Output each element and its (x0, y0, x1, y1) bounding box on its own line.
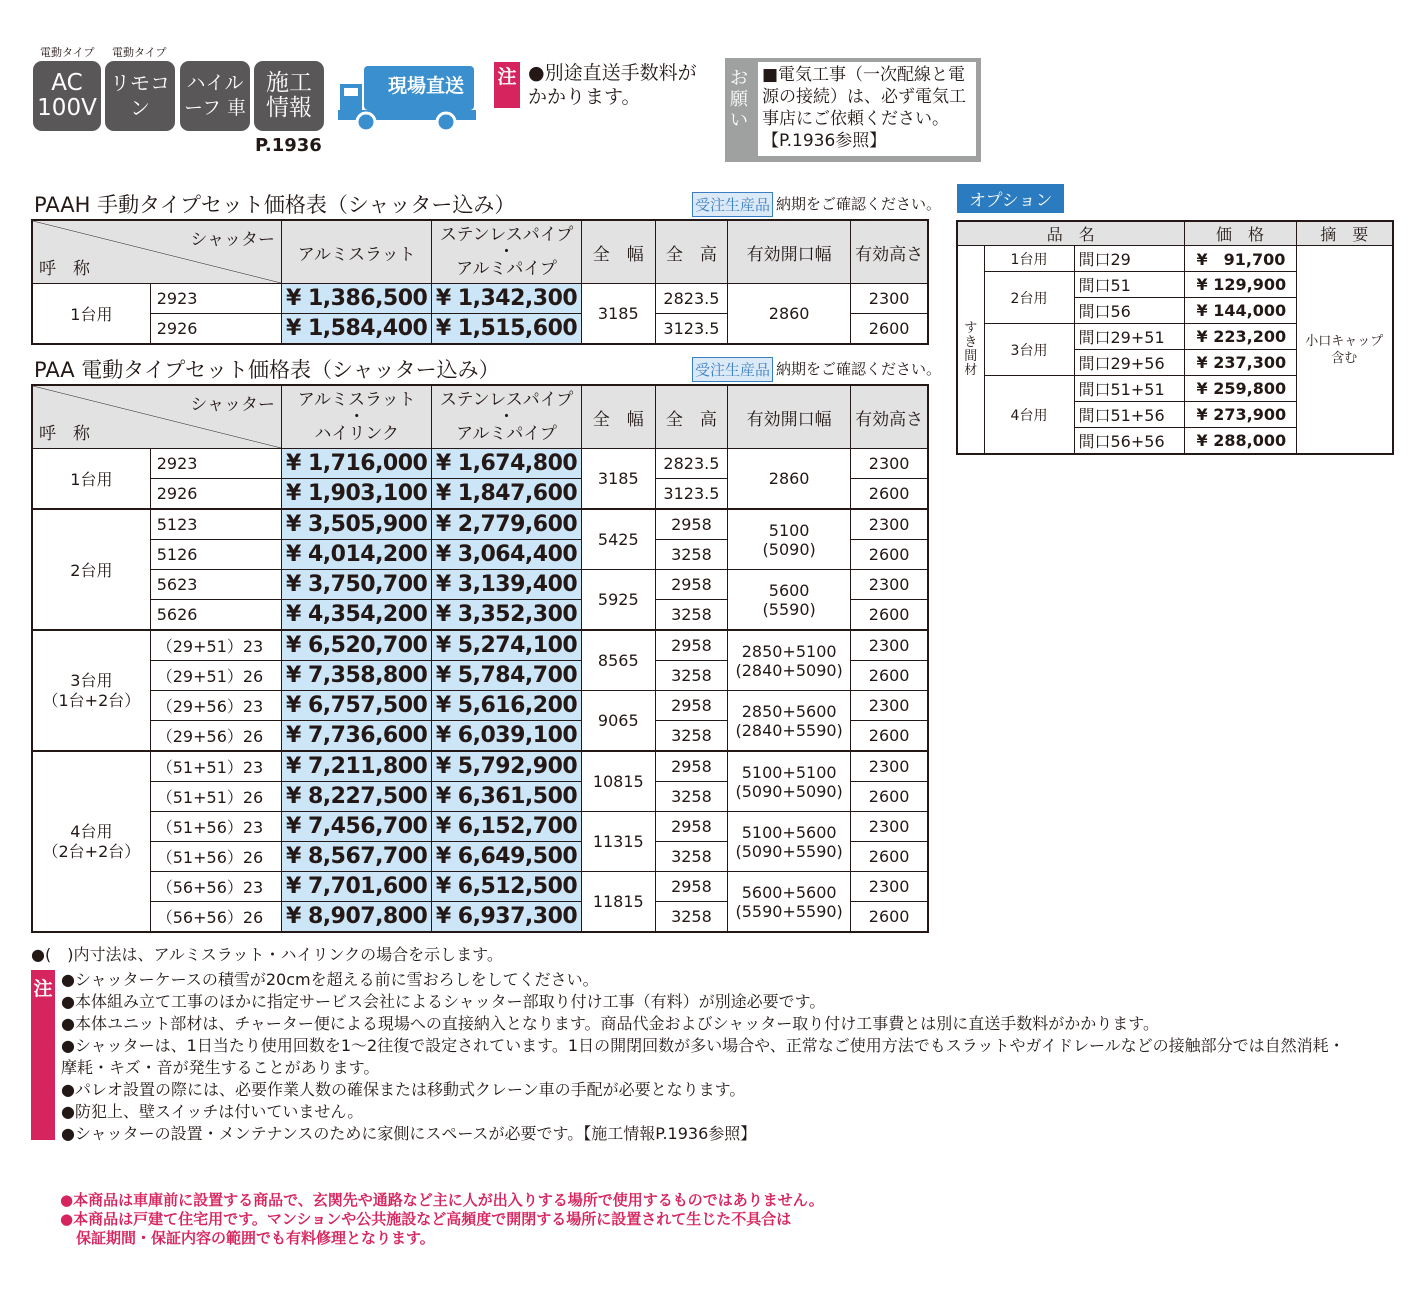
paah-h-shutter: シャッター (190, 230, 276, 250)
paa-h-alumi: アルミスラット ・ ハイリンク (282, 385, 432, 449)
option-table (956, 220, 1394, 455)
price-alumi: ¥ 1,584,400 (282, 314, 432, 345)
opening-cell: 2850+5600 (2840+5590) (728, 691, 851, 752)
paa-h-yobi: 呼 称 (39, 424, 90, 444)
eff-height-cell: 2600 (851, 540, 928, 570)
option-item: 間口29+51 (1074, 324, 1184, 350)
price-stainless: ¥ 6,649,500 (432, 842, 581, 872)
paah-price-table (31, 219, 929, 345)
eff-height-cell: 2300 (851, 751, 928, 782)
price-stainless: ¥ 5,784,700 (432, 661, 581, 691)
paa-h-shutter: シャッター (190, 395, 276, 415)
eff-height-cell: 2300 (851, 872, 928, 902)
price-alumi: ¥ 8,907,800 (282, 902, 432, 933)
option-item: 間口51+56 (1074, 402, 1184, 428)
paa-h-takasa: 有効高さ (851, 385, 928, 449)
size-cell: （29+51）23 (150, 630, 281, 661)
price-stainless: ¥ 6,361,500 (432, 782, 581, 812)
option-price: ¥ 144,000 (1184, 298, 1296, 324)
paa-h-zenkou: 全 高 (655, 385, 727, 449)
height-cell: 3123.5 (655, 314, 727, 345)
paa-h-zenpuku: 全 幅 (581, 385, 655, 449)
size-cell: 2926 (150, 479, 281, 510)
option-group: 3台用 (984, 324, 1074, 376)
table-row (32, 751, 928, 782)
height-cell: 2958 (655, 570, 727, 600)
eff-height-cell: 2600 (851, 314, 928, 345)
option-group: 4台用 (984, 376, 1074, 455)
price-alumi: ¥ 6,757,500 (282, 691, 432, 721)
option-item: 間口56 (1074, 298, 1184, 324)
price-alumi: ¥ 7,456,700 (282, 812, 432, 842)
price-stainless: ¥ 1,674,800 (432, 449, 581, 479)
price-alumi: ¥ 1,903,100 (282, 479, 432, 510)
option-price: ¥ 259,800 (1184, 376, 1296, 402)
paa-h-kaikou: 有効開口幅 (728, 385, 851, 449)
price-alumi: ¥ 4,014,200 (282, 540, 432, 570)
price-alumi: ¥ 4,354,200 (282, 600, 432, 631)
paa-h-stainless: ステンレスパイプ ・ アルミパイプ (432, 385, 581, 449)
eff-height-cell: 2600 (851, 600, 928, 631)
option-h-memo: 摘 要 (1296, 221, 1393, 246)
width-cell: 3185 (581, 449, 655, 510)
option-price: ¥ 237,300 (1184, 350, 1296, 376)
opening-cell: 5600 (5590) (728, 570, 851, 631)
width-cell: 11315 (581, 812, 655, 872)
size-cell: （51+51）26 (150, 782, 281, 812)
warning-item: ●本商品は戸建て住宅用です。マンションや公共施設など高頻度で開閉する場所に設置されて生じた不具合は (60, 1210, 792, 1228)
height-cell: 2958 (655, 509, 727, 540)
size-cell: （51+51）23 (150, 751, 281, 782)
width-cell: 11815 (581, 872, 655, 933)
price-stainless: ¥ 6,937,300 (432, 902, 581, 933)
table-row (32, 284, 928, 314)
warning-item: ●本商品は車庫前に設置する商品で、玄関先や通路など主に人が出入りする場所で使用するものではありません。 (60, 1191, 824, 1209)
option-item: 間口51+51 (1074, 376, 1184, 402)
paa-price-table (31, 384, 929, 933)
price-alumi: ¥ 1,716,000 (282, 449, 432, 479)
price-stainless: ¥ 1,342,300 (432, 284, 581, 314)
size-cell: （56+56）26 (150, 902, 281, 933)
eff-height-cell: 2300 (851, 509, 928, 540)
size-cell: （56+56）23 (150, 872, 281, 902)
price-stainless: ¥ 3,352,300 (432, 600, 581, 631)
width-cell: 8565 (581, 630, 655, 691)
option-memo: 小口キャップ 含む (1296, 246, 1393, 455)
height-cell: 3258 (655, 600, 727, 631)
height-cell: 2958 (655, 812, 727, 842)
height-cell: 2958 (655, 691, 727, 721)
height-cell: 2958 (655, 630, 727, 661)
delivery-check-note-2: 納期をご確認ください。 (776, 360, 942, 378)
price-alumi: ¥ 7,358,800 (282, 661, 432, 691)
option-item: 間口56+56 (1074, 428, 1184, 455)
notice-text: ●別途直送手数料が かかります。 (528, 62, 697, 108)
height-cell: 3258 (655, 842, 727, 872)
width-cell: 10815 (581, 751, 655, 812)
paah-h-kaikou: 有効開口幅 (728, 220, 851, 284)
size-cell: （51+56）26 (150, 842, 281, 872)
price-stainless: ¥ 6,152,700 (432, 812, 581, 842)
height-cell: 2958 (655, 751, 727, 782)
height-cell: 3258 (655, 902, 727, 933)
group-4: 4台用 （2台+2台） (32, 751, 150, 932)
table-row (32, 691, 928, 721)
option-group: 1台用 (984, 246, 1074, 272)
option-title: オプション (957, 184, 1064, 213)
eff-height-cell: 2600 (851, 661, 928, 691)
opening-cell: 5100+5100 (5090+5090) (728, 751, 851, 812)
eff-height-cell: 2600 (851, 479, 928, 510)
eff-height-cell: 2600 (851, 842, 928, 872)
width-cell: 3185 (581, 284, 655, 345)
price-stainless: ¥ 5,616,200 (432, 691, 581, 721)
size-cell: 2923 (150, 284, 281, 314)
price-alumi: ¥ 8,567,700 (282, 842, 432, 872)
option-price: ¥ 129,900 (1184, 272, 1296, 298)
size-cell: （51+56）23 (150, 812, 281, 842)
paah-h-alumi: アルミスラット (282, 220, 432, 284)
option-item: 間口29+56 (1074, 350, 1184, 376)
height-cell: 3258 (655, 782, 727, 812)
price-alumi: ¥ 7,211,800 (282, 751, 432, 782)
made-to-order-badge: 受注生産品 (692, 192, 773, 217)
price-stainless: ¥ 6,512,500 (432, 872, 581, 902)
size-cell: 5126 (150, 540, 281, 570)
height-cell: 2958 (655, 872, 727, 902)
warning-list (60, 1191, 824, 1248)
warning-item: 保証期間・保証内容の範囲でも有料修理となります。 (76, 1229, 435, 1247)
price-alumi: ¥ 3,505,900 (282, 509, 432, 540)
size-cell: 5626 (150, 600, 281, 631)
option-price: ¥ 273,900 (1184, 402, 1296, 428)
price-stainless: ¥ 2,779,600 (432, 509, 581, 540)
option-price: ¥ 91,700 (1184, 246, 1296, 272)
onegai-label: お願い (730, 68, 748, 131)
sekou-info-badge: 施工 情報 (254, 61, 324, 131)
note-item: ●本体ユニット部材は、チャーター便による現場への直接納入となります。商品代金およびシャッター取り付け工事費とは別に直送手数料がかかります。 (61, 1014, 1159, 1033)
opening-cell: 5600+5600 (5590+5590) (728, 872, 851, 933)
width-cell: 5925 (581, 570, 655, 631)
eff-height-cell: 2600 (851, 902, 928, 933)
paah-h-stainless: ステンレスパイプ ・ アルミパイプ (432, 220, 581, 284)
table-row (32, 449, 928, 479)
height-cell: 2823.5 (655, 284, 727, 314)
size-cell: 5623 (150, 570, 281, 600)
price-stainless: ¥ 3,064,400 (432, 540, 581, 570)
price-stainless: ¥ 5,274,100 (432, 630, 581, 661)
table-row (32, 570, 928, 600)
notes-list (61, 969, 1411, 1145)
price-stainless: ¥ 1,515,600 (432, 314, 581, 345)
caption-electric-1: 電動タイプ (40, 46, 95, 59)
price-stainless: ¥ 3,139,400 (432, 570, 581, 600)
width-cell: 5425 (581, 509, 655, 570)
width-cell: 9065 (581, 691, 655, 752)
note-item: ●シャッターの設置・メンテナンスのために家側にスペースが必要です。【施工情報P.1936参照】 (61, 1124, 757, 1143)
size-cell: 2926 (150, 314, 281, 345)
made-to-order-badge-2: 受注生産品 (692, 357, 773, 382)
page-ref: P.1936 (255, 135, 322, 156)
opening-cell: 2860 (728, 284, 851, 345)
dimension-footnote: ●( )内寸法は、アルミスラット・ハイリンクの場合を示します。 (31, 945, 503, 964)
option-h-name: 品 名 (957, 221, 1184, 246)
group-2: 2台用 (32, 509, 150, 630)
eff-height-cell: 2600 (851, 782, 928, 812)
eff-height-cell: 2300 (851, 812, 928, 842)
paa-title: PAA 電動タイプセット価格表（シャッター込み） (34, 358, 500, 382)
table-row (957, 246, 1393, 272)
group-1: 1台用 (32, 449, 150, 510)
note-item: ●本体組み立て工事のほかに指定サービス会社によるシャッター部取り付け工事（有料）が別途必要です。 (61, 992, 826, 1011)
opening-cell: 5100 (5090) (728, 509, 851, 570)
notes-mark: 注 (31, 970, 55, 1140)
delivery-check-note: 納期をご確認ください。 (776, 195, 942, 213)
price-alumi: ¥ 1,386,500 (282, 284, 432, 314)
price-stainless: ¥ 5,792,900 (432, 751, 581, 782)
table-row (32, 630, 928, 661)
note-item: 摩耗・キズ・音が発生することがあります。 (61, 1058, 380, 1077)
paah-h-takasa: 有効高さ (851, 220, 928, 284)
size-cell: （29+56）23 (150, 691, 281, 721)
note-item: ●シャッターは、1日当たり使用回数を1～2往復で設定されています。1日の開閉回数が多い場合や、正常なご使用方法でもスラットやガイドレールなどの接触部分では自然消耗・ (61, 1036, 1345, 1055)
price-stainless: ¥ 1,847,600 (432, 479, 581, 510)
option-item: 間口51 (1074, 272, 1184, 298)
height-cell: 3258 (655, 661, 727, 691)
remocon-badge: リモコン (105, 61, 175, 131)
height-cell: 2823.5 (655, 449, 727, 479)
size-cell: （29+56）26 (150, 721, 281, 752)
option-item: 間口29 (1074, 246, 1184, 272)
paah-group: 1台用 (32, 284, 150, 345)
note-item: ●シャッターケースの積雪が20cmを超える前に雪おろしをしてください。 (61, 970, 599, 989)
size-cell: 2923 (150, 449, 281, 479)
price-alumi: ¥ 6,520,700 (282, 630, 432, 661)
eff-height-cell: 2300 (851, 691, 928, 721)
height-cell: 3123.5 (655, 479, 727, 510)
group-3: 3台用 （1台+2台） (32, 630, 150, 751)
option-price: ¥ 288,000 (1184, 428, 1296, 455)
price-alumi: ¥ 7,736,600 (282, 721, 432, 752)
opening-cell: 2850+5100 (2840+5090) (728, 630, 851, 691)
eff-height-cell: 2300 (851, 284, 928, 314)
option-price: ¥ 223,200 (1184, 324, 1296, 350)
opening-cell: 5100+5600 (5090+5590) (728, 812, 851, 872)
note-item: ●防犯上、壁スイッチは付いていません。 (61, 1102, 364, 1121)
notice-mark: 注 (494, 62, 520, 108)
price-alumi: ¥ 7,701,600 (282, 872, 432, 902)
option-side-label: すき間材 (957, 246, 984, 455)
paah-h-zenkou: 全 高 (655, 220, 727, 284)
eff-height-cell: 2300 (851, 449, 928, 479)
size-cell: 5123 (150, 509, 281, 540)
paah-title: PAAH 手動タイプセット価格表（シャッター込み） (34, 193, 516, 217)
price-alumi: ¥ 8,227,500 (282, 782, 432, 812)
size-cell: （29+51）26 (150, 661, 281, 691)
height-cell: 3258 (655, 721, 727, 752)
note-item: ●パレオ設置の際には、必要作業人数の確保または移動式クレーン車の手配が必要となります。 (61, 1080, 746, 1099)
ac100v-badge: AC 100V (33, 61, 101, 131)
direct-delivery-label: 現場直送 (388, 75, 465, 97)
price-stainless: ¥ 6,039,100 (432, 721, 581, 752)
height-cell: 3258 (655, 540, 727, 570)
eff-height-cell: 2300 (851, 630, 928, 661)
table-row (32, 872, 928, 902)
opening-cell: 2860 (728, 449, 851, 510)
caption-electric-2: 電動タイプ (112, 46, 167, 59)
onegai-text: ■電気工事（一次配線と電源の接続）は、必ず電気工事店にご依頼ください。【P.1936参照】 (758, 62, 976, 156)
eff-height-cell: 2600 (851, 721, 928, 752)
paah-h-yobi: 呼 称 (39, 259, 90, 279)
option-group: 2台用 (984, 272, 1074, 324)
highroof-badge: ハイルーフ 車 (180, 61, 250, 131)
option-h-price: 価 格 (1184, 221, 1296, 246)
eff-height-cell: 2300 (851, 570, 928, 600)
paah-h-zenpuku: 全 幅 (581, 220, 655, 284)
table-row (32, 509, 928, 540)
table-row (32, 812, 928, 842)
price-alumi: ¥ 3,750,700 (282, 570, 432, 600)
